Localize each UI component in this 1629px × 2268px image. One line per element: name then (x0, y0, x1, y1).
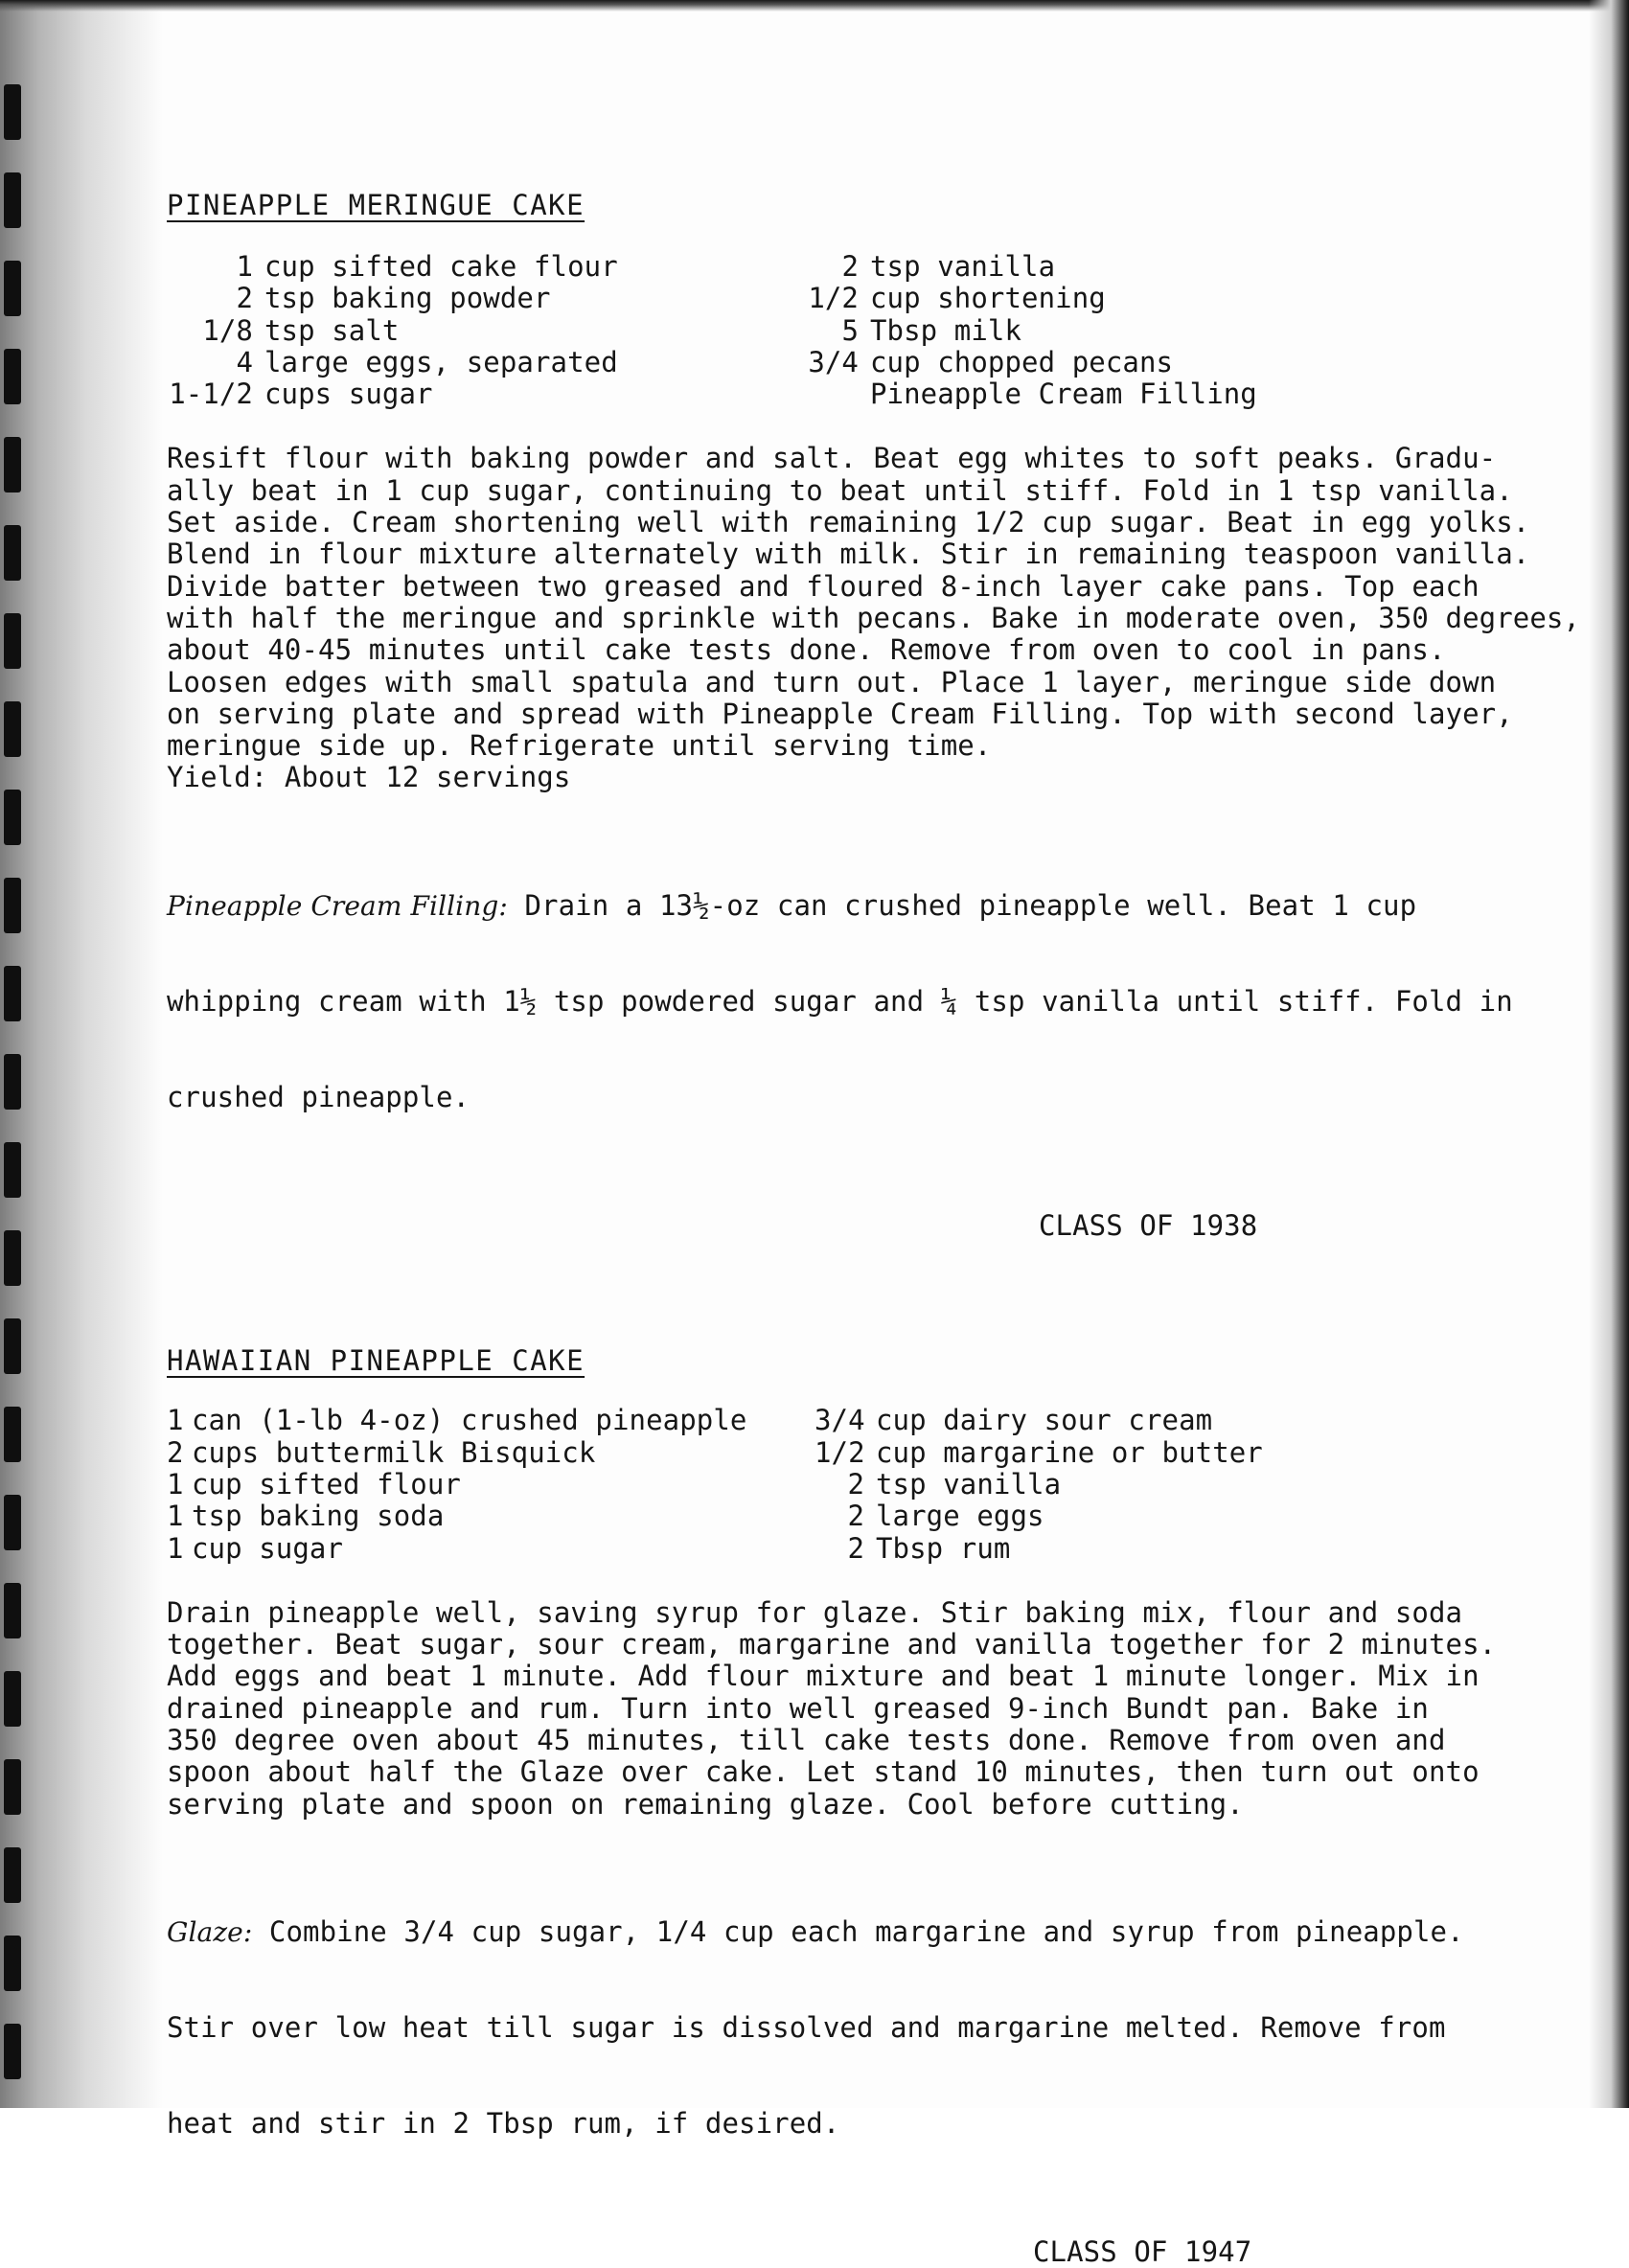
ingredient-qty: 2 (847, 1500, 864, 1533)
ingredient-row (814, 1533, 1263, 1565)
ingredient-item: Pineapple Cream Filling (870, 378, 1257, 411)
ingredient-item: cup dairy sour cream (876, 1404, 1213, 1437)
ingredient-column-right (782, 251, 1257, 410)
ingredient-qty: 2 (847, 1531, 864, 1565)
ingredient-row (167, 378, 782, 410)
binding-ring (4, 701, 21, 757)
binding-ring (4, 349, 21, 404)
binding-ring (4, 1407, 21, 1462)
binding-ring (4, 1671, 21, 1727)
note-line: crushed pineapple. (167, 1081, 470, 1114)
ingredient-item: cups sugar (264, 378, 433, 411)
direction-line: Blend in flour mixture alternately with milk. Stir in remaining teaspoon vanilla. (167, 538, 1530, 571)
ingredient-row (814, 1405, 1263, 1436)
ingredient-row (782, 283, 1257, 314)
yield-line: Yield: About 12 servings (167, 761, 571, 794)
direction-line: ally beat in 1 cup sugar, continuing to beat until stiff. Fold in 1 tsp vanilla. (167, 473, 1513, 507)
ingredient-qty (782, 378, 859, 410)
recipe-attribution: CLASS OF 1938 (1039, 1209, 1258, 1243)
direction-line: on serving plate and spread with Pineapple Cream Filling. Top with second layer, (167, 697, 1513, 730)
ingredient-row (782, 251, 1257, 283)
note-line (167, 890, 1527, 922)
recipe-hawaiian-pineapple-cake (167, 1343, 1527, 2268)
direction-line: Loosen edges with small spatula and turn out. Place 1 layer, meringue side down (167, 665, 1497, 699)
ingredient-row (167, 1437, 814, 1469)
ingredient-qty: 1/8 (202, 313, 253, 347)
ingredient-row (167, 1533, 814, 1565)
page-content (167, 188, 1580, 2268)
binding-ring (4, 1936, 21, 1991)
ingredient-item: cup chopped pecans (870, 345, 1174, 378)
recipe-pineapple-meringue-cake (167, 188, 1580, 1243)
ingredient-column-left (167, 1405, 814, 1564)
note-line (167, 1916, 1527, 1948)
ingredient-item: tsp baking soda (192, 1500, 445, 1533)
ingredient-qty: 3/4 (808, 345, 859, 378)
note-line: whipping cream with 1½ tsp powdered sugar and ¼ tsp vanilla until stiff. Fold in (167, 985, 1513, 1019)
note-text: Combine 3/4 cup sugar, 1/4 cup each margarine and syrup from pineapple. (252, 1915, 1464, 1949)
ingredient-qty: 1 (167, 1500, 184, 1533)
ingredient-qty: 1 (167, 1467, 184, 1501)
direction-line: spoon about half the Glaze over cake. Let stand 10 minutes, then turn out onto (167, 1755, 1480, 1789)
recipe-title: HAWAIIAN PINEAPPLE CAKE (167, 1344, 585, 1378)
ingredient-row (167, 1405, 814, 1436)
binding-ring (4, 790, 21, 845)
ingredient-column-left (167, 251, 782, 410)
binding-ring (4, 1318, 21, 1374)
ingredient-row (167, 1469, 814, 1501)
ingredient-item: tsp vanilla (870, 250, 1056, 283)
binding-ring (4, 1142, 21, 1198)
binding-ring (4, 261, 21, 316)
binding-ring (4, 878, 21, 933)
direction-line: Set aside. Cream shortening well with remaining 1/2 cup sugar. Beat in egg yolks. (167, 506, 1530, 539)
binding-ring (4, 2024, 21, 2079)
ingredient-item: Tbsp rum (876, 1531, 1011, 1565)
direction-line: Drain pineapple well, saving syrup for glaze. Stir baking mix, flour and soda (167, 1595, 1463, 1629)
ingredient-item: large eggs, separated (264, 345, 618, 378)
ingredient-qty: 1 (236, 250, 253, 283)
binding-ring (4, 525, 21, 581)
ingredient-row (167, 251, 782, 283)
binding-ring (4, 613, 21, 669)
ingredient-row (167, 1501, 814, 1532)
page-top-edge (0, 0, 1629, 11)
direction-line: Divide batter between two greased and floured 8-inch layer cake pans. Top each (167, 569, 1480, 603)
binding-ring (4, 84, 21, 140)
ingredient-item: cup sifted flour (192, 1467, 461, 1501)
ingredient-item: Tbsp milk (870, 313, 1022, 347)
directions (167, 1597, 1527, 1821)
page-right-edge (1589, 0, 1629, 2108)
ingredient-list (167, 251, 1527, 410)
ingredient-item: cup sugar (192, 1531, 344, 1565)
ingredient-qty: 1 (167, 1531, 184, 1565)
ingredient-qty: 1/2 (808, 282, 859, 315)
ingredient-item: tsp salt (264, 313, 400, 347)
ingredient-qty: 3/4 (814, 1404, 865, 1437)
spiral-binding (0, 0, 38, 2108)
directions (167, 442, 1580, 794)
note-label: Glaze: (167, 1916, 253, 1949)
ingredient-qty: 4 (236, 345, 253, 378)
filling-note (167, 827, 1527, 1178)
ingredient-item: cup margarine or butter (876, 1435, 1263, 1469)
ingredient-qty: 2 (841, 250, 859, 283)
direction-line: Add eggs and beat 1 minute. Add flour mixture and beat 1 minute longer. Mix in (167, 1660, 1480, 1693)
direction-line: with half the meringue and sprinkle with pecans. Bake in moderate oven, 350 degrees, (167, 601, 1580, 634)
ingredient-row (782, 378, 1257, 410)
ingredient-qty: 1-1/2 (169, 378, 253, 411)
ingredient-item: cup shortening (870, 282, 1106, 315)
ingredient-item: cup sifted cake flour (264, 250, 618, 283)
ingredient-qty: 1 (167, 1404, 184, 1437)
direction-line: serving plate and spoon on remaining glaze. Cool before cutting. (167, 1787, 1244, 1821)
ingredient-qty: 2 (167, 1435, 184, 1469)
note-line: Stir over low heat till sugar is dissolved and margarine melted. Remove from (167, 2011, 1446, 2045)
recipe-title: PINEAPPLE MERINGUE CAKE (167, 189, 585, 221)
binding-ring (4, 1847, 21, 1903)
ingredient-row (167, 347, 782, 378)
binding-ring (4, 1495, 21, 1550)
ingredient-row (782, 315, 1257, 347)
recipe-attribution: CLASS OF 1947 (1033, 2235, 1252, 2268)
direction-line: meringue side up. Refrigerate until serving time. (167, 729, 992, 763)
glaze-note (167, 1853, 1527, 2204)
note-label: Pineapple Cream Filling: (167, 890, 508, 923)
binding-ring (4, 1583, 21, 1638)
ingredient-row (814, 1501, 1263, 1532)
ingredient-qty: 1/2 (814, 1435, 865, 1469)
binding-ring (4, 1759, 21, 1815)
ingredient-column-right (814, 1405, 1263, 1564)
ingredient-item: tsp vanilla (876, 1467, 1062, 1501)
direction-line: about 40-45 minutes until cake tests done. Remove from oven to cool in pans. (167, 633, 1446, 667)
note-line: heat and stir in 2 Tbsp rum, if desired. (167, 2107, 840, 2141)
ingredient-item: tsp baking powder (264, 282, 551, 315)
direction-line: 350 degree oven about 45 minutes, till cake tests done. Remove from oven and (167, 1723, 1446, 1756)
binding-ring (4, 1054, 21, 1110)
ingredient-list (167, 1405, 1527, 1564)
ingredient-row (814, 1469, 1263, 1501)
binding-ring (4, 172, 21, 228)
direction-line: Resift flour with baking powder and salt. Beat egg whites to soft peaks. Gradu- (167, 442, 1497, 475)
ingredient-qty: 2 (236, 282, 253, 315)
ingredient-row (814, 1437, 1263, 1469)
direction-line: together. Beat sugar, sour cream, margarine and vanilla together for 2 minutes. (167, 1628, 1497, 1661)
direction-line: drained pineapple and rum. Turn into well greased 9-inch Bundt pan. Bake in (167, 1691, 1429, 1725)
binding-ring (4, 1230, 21, 1286)
ingredient-item: can (1-lb 4-oz) crushed pineapple (192, 1404, 747, 1437)
ingredient-row (167, 315, 782, 347)
ingredient-item: cups buttermilk Bisquick (192, 1435, 596, 1469)
ingredient-item: large eggs (876, 1500, 1044, 1533)
binding-ring (4, 437, 21, 493)
note-text: Drain a 13½-oz can crushed pineapple well. Beat 1 cup (507, 889, 1417, 923)
binding-ring (4, 966, 21, 1021)
ingredient-row (167, 283, 782, 314)
ingredient-row (782, 347, 1257, 378)
ingredient-qty: 5 (841, 313, 859, 347)
ingredient-qty: 2 (847, 1467, 864, 1501)
